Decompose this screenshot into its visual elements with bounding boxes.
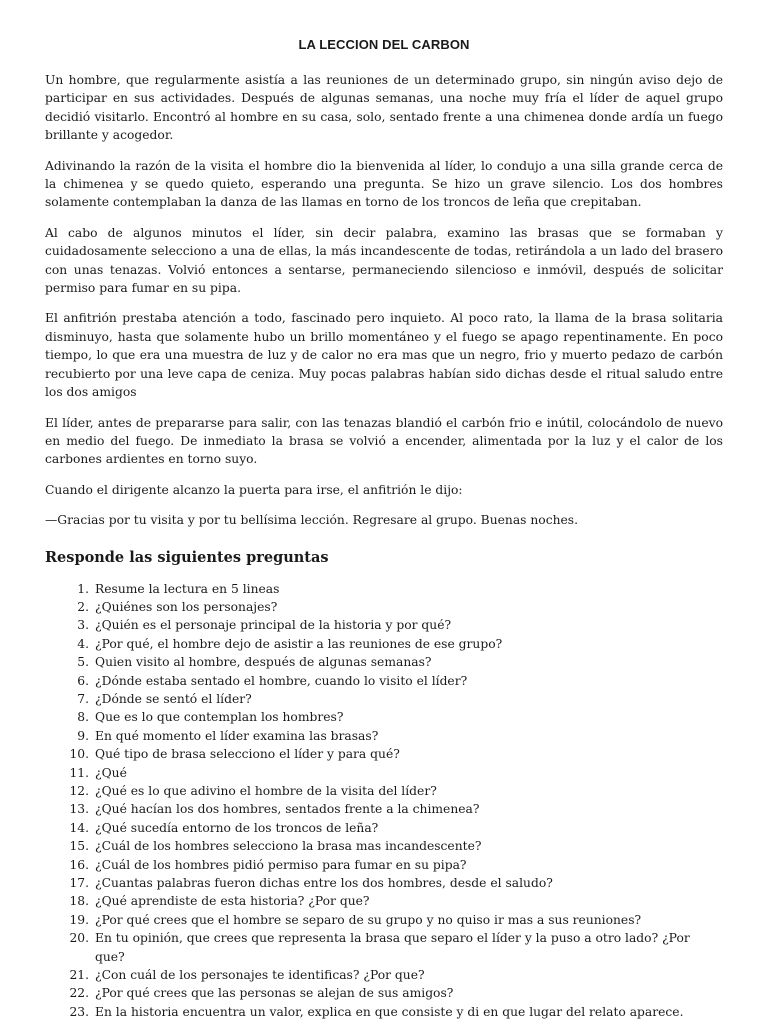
question-number: 23. <box>69 1004 89 1019</box>
question-number: 16. <box>69 857 89 872</box>
question-number: 9. <box>77 728 89 743</box>
question-item <box>45 690 723 708</box>
question-text: Qué tipo de brasa selecciono el líder y para qué? <box>95 747 400 762</box>
question-item <box>45 929 723 966</box>
question-text: En tu opinión, que crees que representa la brasa que separo el líder y la puso a otro lado? ¿Por que? <box>95 931 690 964</box>
questions-heading: Responde las siguientes preguntas <box>45 548 329 566</box>
question-text: ¿Qué sucedía entorno de los troncos de leña? <box>95 820 379 835</box>
question-number: 20. <box>69 931 89 946</box>
document-page <box>45 30 723 1021</box>
question-text: ¿Qué <box>95 765 127 780</box>
question-number: 19. <box>69 912 89 927</box>
paragraph: —Gracias por tu visita y por tu bellísima lección. Regresare al grupo. Buenas noches. <box>45 513 578 528</box>
question-number: 8. <box>77 710 89 725</box>
question-item <box>45 653 723 671</box>
question-item <box>45 745 723 763</box>
question-number: 21. <box>69 968 89 983</box>
question-text: ¿Dónde estaba sentado el hombre, cuando lo visito el líder? <box>95 673 468 688</box>
question-number: 11. <box>69 765 89 780</box>
question-text: ¿Qué es lo que adivino el hombre de la visita del líder? <box>95 784 437 798</box>
question-text: ¿Cuantas palabras fueron dichas entre los dos hombres, desde el saludo? <box>95 876 553 891</box>
question-number: 14. <box>69 820 89 835</box>
question-item <box>45 892 723 910</box>
question-number: 18. <box>69 894 89 909</box>
question-number: 6. <box>77 673 89 688</box>
question-item <box>45 856 723 874</box>
question-item <box>45 819 723 837</box>
question-number: 10. <box>69 747 89 762</box>
question-item <box>45 1003 723 1021</box>
question-text: ¿Por qué crees que las personas se alejan de sus amigos? <box>95 986 454 1001</box>
question-text: ¿Qué hacían los dos hombres, sentados frente a la chimenea? <box>95 802 480 817</box>
question-item <box>45 635 723 653</box>
paragraph: Adivinando la razón de la visita el hombre dio la bienvenida al líder, lo condujo a una silla grande cerca de la chimenea y se quedo quieto, esperando una pregunta. Se hizo un grave silencio. Los dos hombres solamente contemplaban la danza de las llamas en torno de los troncos de leña que crepitaban. <box>45 158 723 210</box>
question-item <box>45 837 723 855</box>
question-number: 3. <box>77 618 89 633</box>
question-text: Quien visito al hombre, después de algunas semanas? <box>95 655 432 670</box>
questions-list <box>45 580 723 1022</box>
question-number: 2. <box>77 599 89 614</box>
question-text: ¿Con cuál de los personajes te identificas? ¿Por que? <box>95 968 425 983</box>
question-number: 15. <box>69 839 89 854</box>
question-text: ¿Dónde se sentó el líder? <box>95 691 252 706</box>
question-item <box>45 598 723 616</box>
question-text: ¿Quién es el personaje principal de la historia y por qué? <box>95 618 452 633</box>
question-item <box>45 708 723 726</box>
question-text: En la historia encuentra un valor, explica en que consiste y di en que lugar del relato aparece. <box>95 1004 684 1019</box>
document-title: LA LECCION DEL CARBON <box>298 37 470 52</box>
question-text: Resume la lectura en 5 lineas <box>95 581 280 596</box>
question-number: 17. <box>69 876 89 891</box>
question-item <box>45 764 723 782</box>
question-item <box>45 727 723 745</box>
question-number: 13. <box>69 802 89 817</box>
paragraph: Al cabo de algunos minutos el líder, sin decir palabra, examino las brasas que se formaban y cuidadosamente selecciono a una de ellas, la más incandescente de todas, retirándola a un lado del brasero con unas tenazas. Volvió entonces a sentarse, permaneciendo silencioso e inmóvil, después de solicitar permiso para fumar en su pipa. <box>45 225 723 296</box>
question-item <box>45 911 723 929</box>
paragraph: Un hombre, que regularmente asistía a las reuniones de un determinado grupo, sin ningún aviso dejo de participar en sus actividades. Después de algunas semanas, una noche muy fría el líder de aquel grupo decidió visitarlo. Encontró al hombre en su casa, solo, sentado frente a una chimenea donde ardía un fuego brillante y acogedor. <box>45 73 723 143</box>
question-item <box>45 672 723 690</box>
question-item <box>45 984 723 1002</box>
question-number: 4. <box>77 636 89 651</box>
question-text: ¿Por qué, el hombre dejo de asistir a las reuniones de ese grupo? <box>95 636 503 651</box>
question-text: ¿Cuál de los hombres pidió permiso para fumar en su pipa? <box>95 857 467 872</box>
question-number: 7. <box>77 691 89 706</box>
question-item <box>45 782 723 800</box>
question-number: 12. <box>69 784 89 798</box>
question-number: 5. <box>77 655 89 670</box>
question-text: ¿Por qué crees que el hombre se separo de su grupo y no quiso ir mas a sus reuniones? <box>95 912 642 927</box>
question-item <box>45 616 723 634</box>
paragraph: El líder, antes de prepararse para salir, con las tenazas blandió el carbón frio e inútil, colocándolo de nuevo en medio del fuego. De inmediato la brasa se volvió a encender, alimentada por la luz y el calor de los carbones ardientes en torno suyo. <box>45 415 723 467</box>
question-text: Que es lo que contemplan los hombres? <box>95 710 344 725</box>
paragraph: El anfitrión prestaba atención a todo, fascinado pero inquieto. Al poco rato, la llama de la brasa solitaria disminuyo, hasta que solamente hubo un brillo momentáneo y el fuego se apago repentinamente. En poco tiempo, lo que era una muestra de luz y de calor no era mas que un negro, frio y muerto pedazo de carbón recubierto por una leve capa de ceniza. Muy pocas palabras habían sido dichas desde el ritual saludo entre los dos amigos <box>45 311 723 400</box>
question-text: ¿Quiénes son los personajes? <box>95 599 278 614</box>
question-text: En qué momento el líder examina las brasas? <box>95 728 379 743</box>
question-item <box>45 966 723 984</box>
question-item <box>45 800 723 818</box>
question-text: ¿Cuál de los hombres selecciono la brasa mas incandescente? <box>95 839 482 854</box>
paragraph: Cuando el dirigente alcanzo la puerta para irse, el anfitrión le dijo: <box>45 482 463 497</box>
question-number: 22. <box>69 986 89 1001</box>
question-item <box>45 874 723 892</box>
question-item <box>45 580 723 598</box>
question-text: ¿Qué aprendiste de esta historia? ¿Por que? <box>95 894 370 909</box>
question-number: 1. <box>77 581 89 596</box>
